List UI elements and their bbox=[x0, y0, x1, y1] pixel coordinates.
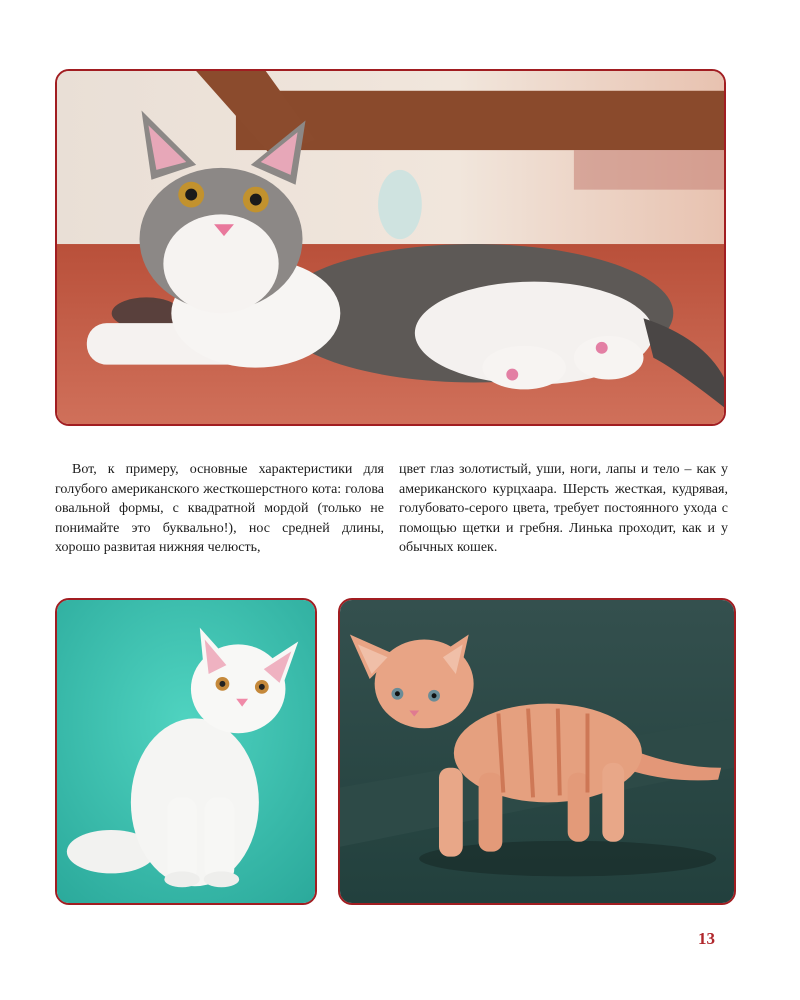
red-kitten-photo bbox=[338, 598, 736, 905]
white-cat-photo bbox=[55, 598, 317, 905]
top-cat-photo bbox=[55, 69, 726, 426]
article-paragraph-left: Вот, к примеру, основные характеристики для голубого американского жесткошерстного кота: голова овальной формы, с квадратной мордой (только не понимайте это буквально!), нос средней длины, хорошо развитая нижняя челюсть, bbox=[55, 462, 384, 555]
grey-white-cat-image bbox=[57, 71, 724, 424]
white-curly-cat-image bbox=[57, 600, 315, 903]
article-paragraph-right: цвет глаз золотистый, уши, ноги, лапы и тело – как у американского курцхаара. Шерсть жесткая, кудрявая, голубовато-серого цвета, требует постоянного ухода с помощью щетки и гребня. Линька проходит, как и у обычных кошек. bbox=[399, 462, 728, 555]
page-number: 13 bbox=[698, 929, 715, 948]
red-curly-kitten-image bbox=[340, 600, 734, 903]
